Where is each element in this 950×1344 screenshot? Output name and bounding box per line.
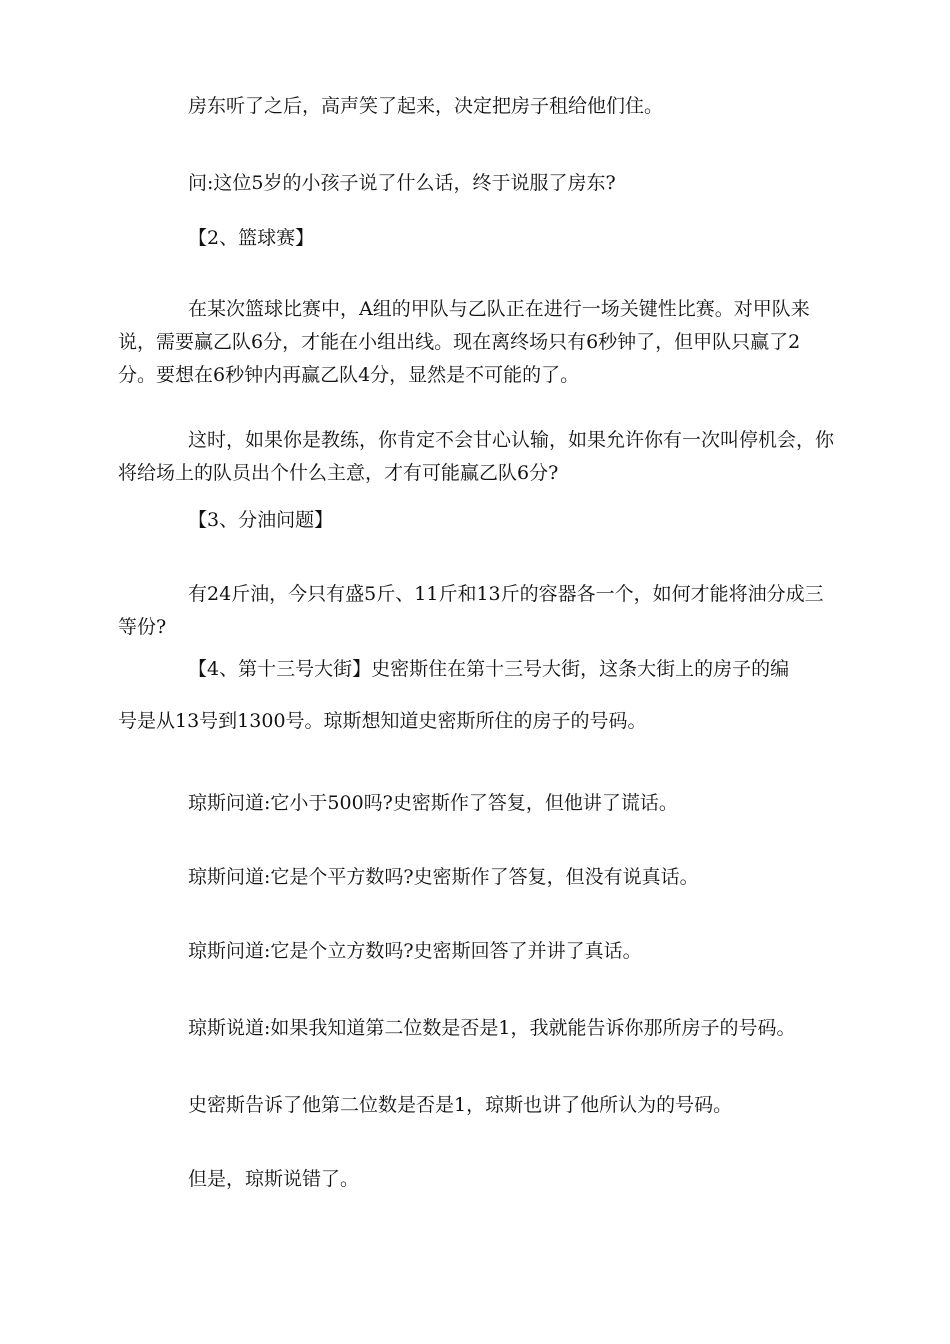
paragraph-jones-wrong: 但是，琼斯说错了。 bbox=[188, 1168, 360, 1190]
paragraph-street-range: 号是从13号到1300号。琼斯想知道史密斯所住的房子的号码。 bbox=[118, 710, 647, 732]
paragraph-question-square: 琼斯问道:它是个平方数吗?史密斯作了答复，但没有说真话。 bbox=[188, 866, 699, 888]
paragraph-oil-problem: 有24斤油，今只有盛5斤、11斤和13斤的容器各一个，如何才能将油分成三等份? bbox=[118, 583, 824, 638]
paragraph-smith-told: 史密斯告诉了他第二位数是否是1，琼斯也讲了他所认为的号码。 bbox=[188, 1094, 733, 1116]
paragraph-question-cube: 琼斯问道:它是个立方数吗?史密斯回答了并讲了真话。 bbox=[188, 940, 642, 962]
paragraph-basketball-problem: 在某次篮球比赛中，A组的甲队与乙队正在进行一场关键性比赛。对甲队来说，需要赢乙队6分，才能在小组出线。现在离终场只有6秒钟了，但甲队只赢了2分。要想在6秒钟内再赢乙队4分，显然是不可能的了。 bbox=[118, 298, 810, 386]
paragraph-second-digit: 琼斯说道:如果我知道第二位数是否是1，我就能告诉你那所房子的号码。 bbox=[188, 1017, 796, 1039]
paragraph-coach-question: 这时，如果你是教练，你肯定不会甘心认输，如果允许你有一次叫停机会，你将给场上的队员出个什么主意，才有可能赢乙队6分? bbox=[118, 429, 835, 484]
paragraph-question-child: 问:这位5岁的小孩子说了什么话，终于说服了房东? bbox=[188, 172, 616, 194]
heading-oil-division: 【3、分油问题】 bbox=[188, 509, 334, 531]
paragraph-street-intro: 【4、第十三号大街】史密斯住在第十三号大街，这条大街上的房子的编 bbox=[188, 658, 790, 680]
heading-basketball: 【2、篮球赛】 bbox=[188, 227, 315, 249]
paragraph-landlord-laughed: 房东听了之后，高声笑了起来，决定把房子租给他们住。 bbox=[188, 95, 664, 117]
paragraph-question-less-500: 琼斯问道:它小于500吗?史密斯作了答复，但他讲了谎话。 bbox=[188, 792, 678, 814]
